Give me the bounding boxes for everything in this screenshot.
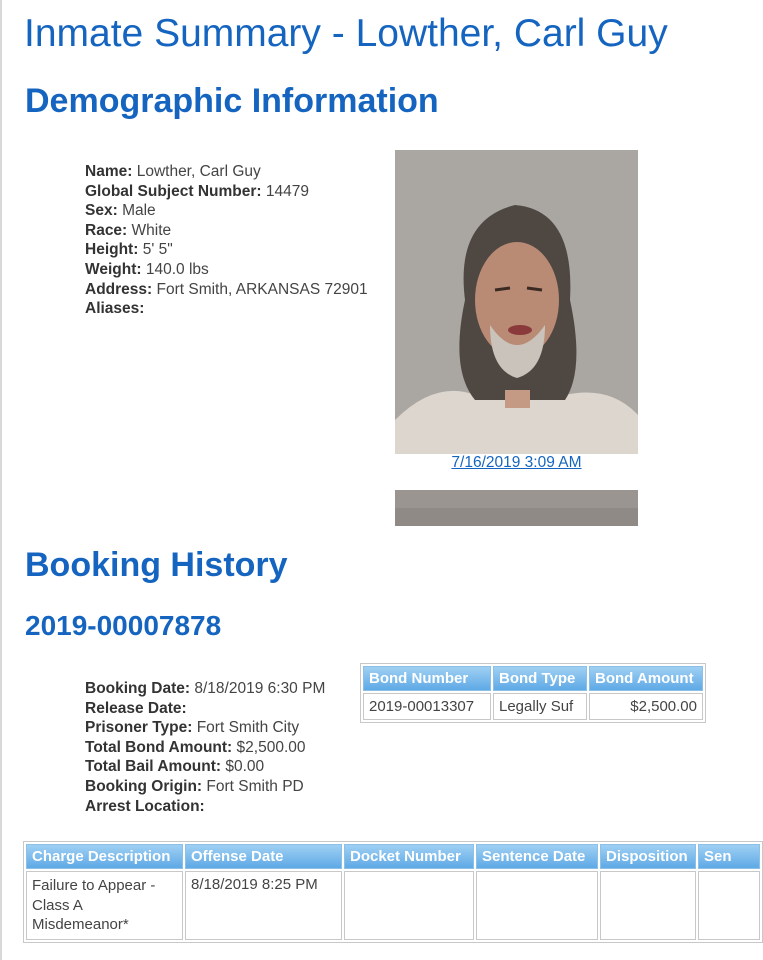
field-aliases: Aliases: <box>85 300 145 318</box>
charge-table-header-row <box>26 844 760 869</box>
field-global-subject-number: Global Subject Number: 14479 <box>85 182 309 200</box>
sentence-cell <box>698 871 760 940</box>
photo-date-link[interactable]: 7/16/2019 3:09 AM <box>451 454 582 471</box>
field-name: Name: Lowther, Carl Guy <box>85 163 261 180</box>
field-release-date: Release Date: <box>85 699 187 717</box>
demographic-heading: Demographic Information <box>25 82 439 120</box>
mugshot-photo[interactable] <box>395 150 638 454</box>
charge-description-cell: Failure to Appear - Class A Misdemeanor* <box>26 871 183 940</box>
sentence-date-header[interactable]: Sentence Date <box>476 844 598 869</box>
disposition-header[interactable]: Disposition <box>600 844 696 869</box>
bond-amount-cell: $2,500.00 <box>589 693 703 720</box>
sentence-date-cell <box>476 871 598 940</box>
demographic-info <box>85 162 368 319</box>
booking-history-heading: Booking History <box>25 546 288 584</box>
bond-amount-header[interactable]: Bond Amount <box>589 666 703 691</box>
bond-table-header-row <box>363 666 703 691</box>
bond-table <box>360 663 706 723</box>
field-total-bail-amount: Total Bail Amount: $0.00 <box>85 758 265 776</box>
booking-number-heading: 2019-00007878 <box>25 610 222 641</box>
offense-date-header[interactable]: Offense Date <box>185 844 342 869</box>
field-total-bond-amount: Total Bond Amount: $2,500.00 <box>85 738 306 756</box>
page-left-border <box>0 0 2 960</box>
page-title: Inmate Summary - Lowther, Carl Guy <box>24 12 668 55</box>
sentence-header-truncated[interactable]: Sen <box>698 844 760 869</box>
field-sex: Sex: Male <box>85 202 156 220</box>
field-prisoner-type: Prisoner Type: Fort Smith City <box>85 719 300 737</box>
booking-info <box>85 679 325 816</box>
second-photo-thumbnail[interactable] <box>395 490 638 526</box>
charge-table <box>23 841 763 943</box>
field-race: Race: White <box>85 221 172 239</box>
field-booking-origin: Booking Origin: Fort Smith PD <box>85 777 304 795</box>
bond-type-header[interactable]: Bond Type <box>493 666 587 691</box>
docket-number-header[interactable]: Docket Number <box>344 844 474 869</box>
disposition-cell <box>600 871 696 940</box>
table-row <box>26 871 760 940</box>
table-row <box>363 693 703 720</box>
bond-number-header[interactable]: Bond Number <box>363 666 491 691</box>
offense-date-cell: 8/18/2019 8:25 PM <box>185 871 342 940</box>
charge-description-header[interactable]: Charge Description <box>26 844 183 869</box>
field-arrest-location: Arrest Location: <box>85 797 205 815</box>
docket-number-cell <box>344 871 474 940</box>
field-weight: Weight: 140.0 lbs <box>85 260 209 278</box>
bond-type-cell: Legally Suf <box>493 693 587 720</box>
field-booking-date: Booking Date: 8/18/2019 6:30 PM <box>85 680 326 697</box>
field-height: Height: 5' 5" <box>85 241 173 259</box>
bond-number-cell: 2019-00013307 <box>363 693 491 720</box>
field-address: Address: Fort Smith, ARKANSAS 72901 <box>85 280 368 298</box>
